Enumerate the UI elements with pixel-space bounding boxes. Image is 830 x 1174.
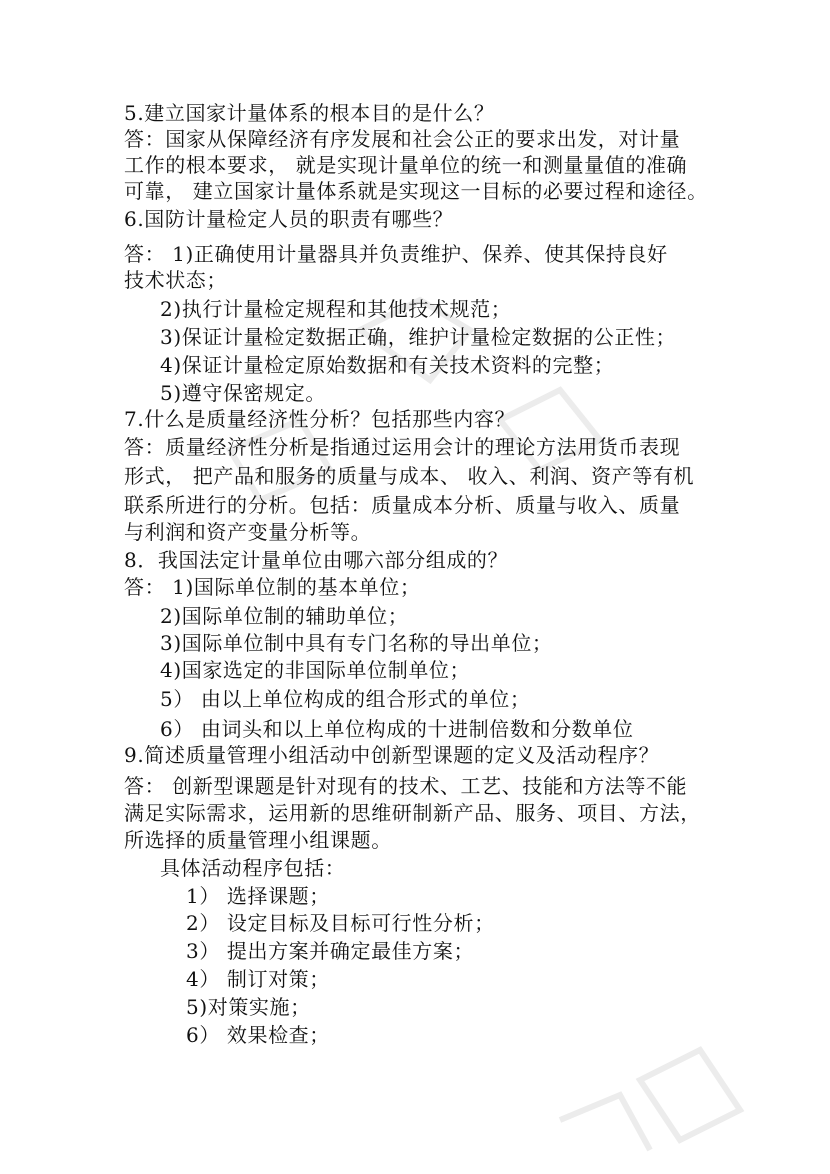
- answer-6-item-5: 5)遵守保密规定。: [160, 381, 326, 405]
- answer-8-item-1: 答： 1)国际单位制的基本单位；: [124, 575, 421, 599]
- answer-9-step-5: 5)对策实施；: [186, 995, 311, 1019]
- answer-8-item-3: 3)国际单位制中具有专门名称的导出单位；: [160, 631, 553, 655]
- question-9-title: 9.简述质量管理小组活动中创新型课题的定义及活动程序？: [124, 743, 660, 767]
- answer-8-item-2: 2)国际单位制的辅助单位；: [160, 604, 409, 628]
- answer-5-line-2: 工作的根本要求， 就是实现计量单位的统一和测量量值的准确: [124, 153, 688, 177]
- answer-5-line-3: 可靠， 建立国家计量体系就是实现这一目标的必要过程和途径。: [124, 179, 708, 203]
- answer-8-item-4: 4)国家选定的非国际单位制单位；: [160, 658, 471, 682]
- answer-9-step-3: 3） 提出方案并确定最佳方案；: [186, 939, 475, 963]
- answer-7-line-4: 与利润和资产变量分析等。: [124, 520, 372, 544]
- answer-6-line-1: 答： 1)正确使用计量器具并负责维护、保养、使其保持良好: [124, 242, 668, 266]
- answer-7-line-3: 联系所进行的分析。包括：质量成本分析、质量与收入、质量: [124, 493, 681, 517]
- answer-7-line-2: 形式， 把产品和服务的质量与成本、 收入、利润、资产等有机: [124, 464, 695, 488]
- answer-8-item-5: 5） 由以上单位构成的组合形式的单位；: [160, 687, 531, 711]
- answer-7-line-1: 答：质量经济性分析是指通过运用会计的理论方法用货币表现: [124, 435, 681, 459]
- answer-8-item-6: 6） 由词头和以上单位构成的十进制倍数和分数单位: [160, 717, 634, 741]
- answer-9-line-2: 满足实际需求，运用新的思维研制新产品、服务、项目、方法，: [124, 801, 701, 825]
- answer-6-item-4: 4)保证计量检定原始数据和有关技术资料的完整；: [160, 353, 615, 377]
- answer-6-item-3: 3)保证计量检定数据正确，维护计量检定数据的公正性；: [160, 325, 677, 349]
- answer-9-step-2: 2） 设定目标及目标可行性分析；: [186, 911, 495, 935]
- question-7-title: 7.什么是质量经济性分析？包括那些内容？: [124, 407, 516, 431]
- answer-5-line-1: 答：国家从保障经济有序发展和社会公正的要求出发，对计量: [124, 127, 681, 151]
- question-6-title: 6.国防计量检定人员的职责有哪些？: [124, 207, 454, 231]
- answer-9-step-1: 1） 选择课题；: [186, 884, 330, 908]
- answer-9-step-4: 4） 制订对策；: [186, 967, 330, 991]
- answer-6-line-2: 技术状态；: [124, 268, 227, 292]
- answer-9-line-3: 所选择的质量管理小组课题。: [124, 828, 392, 852]
- answer-9-step-6: 6） 效果检查；: [186, 1023, 330, 1047]
- question-8-title: 8．我国法定计量单位由哪六部分组成的？: [124, 548, 509, 572]
- question-5-title: 5.建立国家计量体系的根本目的是什么？: [124, 101, 495, 125]
- answer-6-item-2: 2)执行计量检定规程和其他技术规范；: [160, 297, 512, 321]
- answer-9-procedure-heading: 具体活动程序包括：: [160, 856, 346, 880]
- answer-9-line-1: 答： 创新型课题是针对现有的技术、工艺、技能和方法等不能: [124, 774, 688, 798]
